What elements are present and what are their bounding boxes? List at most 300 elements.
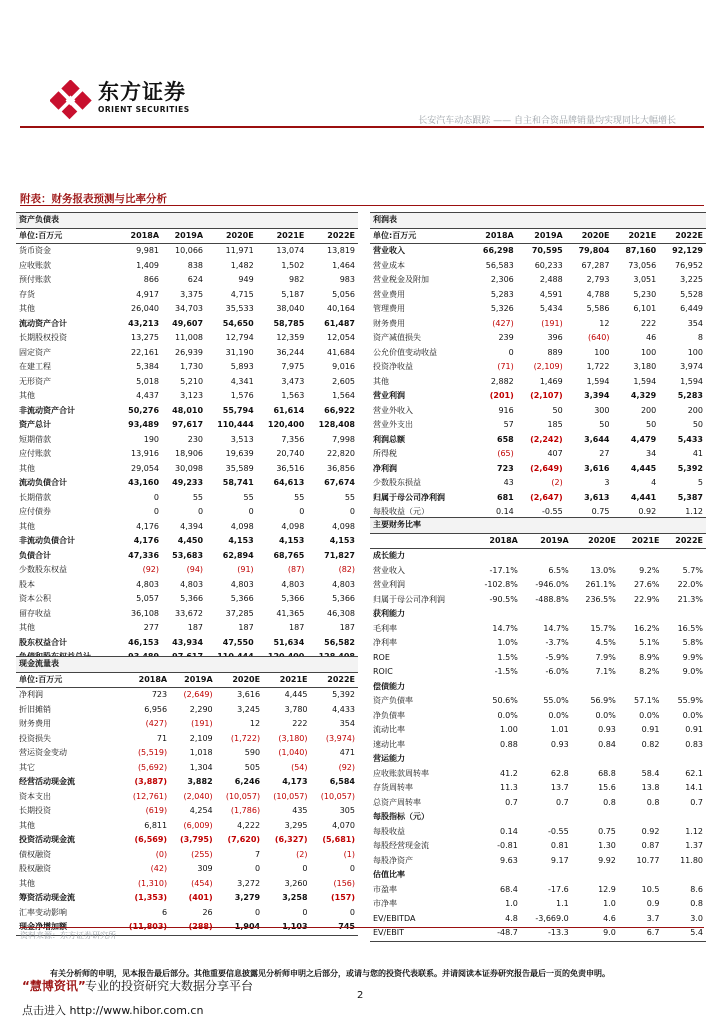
cell-value: 16.2%	[634, 623, 660, 633]
cash-flow-table	[16, 656, 358, 936]
cell-value: 67,287	[581, 260, 610, 270]
cell-value: 87,160	[625, 246, 657, 256]
cell-value: 3,394	[584, 391, 610, 401]
cell-value: 16.5%	[677, 623, 703, 633]
cell-value	[521, 549, 572, 564]
row-label: 财务费用	[19, 719, 51, 729]
cell-value: 236.5%	[585, 594, 616, 604]
cell-value: 4	[651, 478, 657, 488]
cell-value: 0.7	[556, 797, 569, 807]
cell-value: 79,804	[578, 246, 610, 256]
row-label: 预付账款	[19, 275, 51, 285]
table-row	[16, 891, 358, 906]
row-label: 获利能力	[373, 609, 405, 619]
cell-value: 31,190	[225, 347, 254, 357]
table-row	[370, 375, 706, 390]
row-label: 存货周转率	[373, 783, 413, 793]
cell-value: 5,018	[136, 376, 160, 386]
year-header: 2021E	[619, 533, 663, 549]
table-row	[370, 346, 706, 361]
cell-value: 6,811	[144, 820, 168, 830]
cell-value: 1.00	[500, 725, 518, 735]
cell-value: (2,649)	[183, 690, 213, 700]
cell-value: 0.8	[690, 899, 703, 909]
cell-value: -17.1%	[489, 565, 518, 575]
cell-value: 2,793	[586, 275, 610, 285]
cell-value: 58.4	[641, 768, 660, 778]
cell-value: 3,513	[230, 434, 254, 444]
table-row	[370, 636, 706, 651]
cell-value: 9.92	[598, 855, 616, 865]
cell-value: (1,786)	[230, 806, 261, 816]
balance-sheet-table	[16, 212, 358, 666]
cell-value: 93,489	[128, 420, 160, 430]
watermark-brand: “慧博资讯”	[22, 979, 86, 993]
year-header: 2022E	[662, 533, 706, 549]
cell-value: 230	[187, 434, 204, 444]
year-header: 2018A	[470, 228, 517, 244]
table-row	[16, 761, 358, 776]
cell-value: 10.77	[636, 855, 660, 865]
cell-value: -1.5%	[494, 667, 518, 677]
cell-value: 0	[349, 864, 355, 874]
cell-value: 35,589	[225, 463, 254, 473]
cell-value: 5,057	[136, 594, 160, 604]
cell-value: 0.0%	[497, 710, 518, 720]
cell-value: 7,356	[281, 434, 305, 444]
cell-value: 4,803	[180, 579, 204, 589]
cell-value: 60,233	[534, 260, 563, 270]
cell-value: 110,444	[217, 420, 254, 430]
cell-value: 12,054	[327, 333, 355, 343]
cell-value: 590	[244, 748, 261, 758]
cell-value: 55	[243, 492, 254, 502]
cell-value: 40,164	[327, 304, 355, 314]
cell-value: (10,057)	[273, 791, 308, 801]
cell-value: 0.7	[690, 797, 703, 807]
cell-value: (2,242)	[530, 434, 563, 444]
table-row	[16, 476, 358, 491]
cell-value: 73,056	[628, 260, 657, 270]
cell-value: 1.01	[550, 725, 569, 735]
cell-value: (71)	[497, 362, 514, 372]
cash-flow-title: 现金流量表	[16, 657, 358, 673]
cell-value: 0.75	[598, 826, 616, 836]
cell-value: 0	[153, 507, 160, 517]
cell-value: 3,473	[281, 376, 305, 386]
cell-value: 51,634	[273, 637, 305, 647]
cell-value: 56,582	[324, 637, 355, 647]
watermark-link[interactable]: 点击进入 http://www.hibor.com.cn	[22, 1004, 204, 1017]
cell-value: (191)	[191, 719, 213, 729]
cell-value: 0	[153, 492, 160, 502]
cell-value: 55.0%	[543, 696, 569, 706]
row-label: 营业外收入	[373, 405, 413, 415]
cell-value: 4,445	[284, 690, 308, 700]
cell-value: 505	[244, 762, 261, 772]
cell-value: 5.4	[662, 926, 706, 941]
cell-value: 4.5%	[595, 638, 616, 648]
cell-value: 5,283	[677, 391, 703, 401]
cell-value: (91)	[237, 565, 254, 575]
cell-value: 5,210	[180, 376, 204, 386]
cell-value: 100	[640, 347, 657, 357]
table-row	[370, 868, 706, 883]
cell-value: 1,563	[281, 391, 305, 401]
row-label: 其它	[19, 762, 35, 772]
cell-value: (5,692)	[137, 762, 168, 772]
year-header: 2019A	[517, 228, 566, 244]
cell-value: 3,051	[633, 275, 657, 285]
row-label: 流动负债合计	[19, 478, 67, 488]
table-row	[370, 389, 706, 404]
cell-value: 4,394	[180, 521, 204, 531]
cell-value: 8	[697, 333, 703, 343]
table-row	[370, 694, 706, 709]
cell-value: 100	[594, 347, 610, 357]
cell-value: 1.30	[598, 841, 616, 851]
row-label: 资本支出	[19, 791, 51, 801]
cell-value: 0.93	[598, 725, 616, 735]
cell-value: (2)	[551, 478, 563, 488]
cell-value: 41,365	[276, 608, 305, 618]
row-label: 少数股东权益	[19, 565, 67, 575]
cell-value: 27	[599, 449, 610, 459]
table-row	[370, 244, 706, 259]
table-row	[16, 717, 358, 732]
cell-value: (82)	[338, 565, 355, 575]
table-row	[16, 331, 358, 346]
cell-value: 2,882	[490, 376, 514, 386]
unit-label: 单位:百万元	[16, 228, 118, 244]
cell-value: (5,519)	[137, 748, 168, 758]
cell-value: 20,740	[276, 449, 305, 459]
cell-value: 624	[187, 275, 204, 285]
cell-value: 47,336	[128, 550, 160, 560]
cell-value: 7.1%	[595, 667, 616, 677]
cell-value: 5.8%	[682, 638, 703, 648]
cell-value: -3,669.0	[535, 913, 569, 923]
cell-value: (2,647)	[530, 492, 563, 502]
cell-value: 6,956	[144, 704, 168, 714]
cell-value: (1,353)	[134, 893, 168, 903]
cell-value: 4,803	[281, 579, 305, 589]
unit-label: 单位:百万元	[16, 672, 118, 688]
cell-value	[521, 868, 572, 883]
cell-value: 54,650	[222, 318, 254, 328]
cell-value: 4,788	[586, 289, 610, 299]
cell-value: -90.5%	[489, 594, 518, 604]
cell-value: (3,795)	[180, 835, 213, 845]
cell-value: 1,304	[189, 762, 213, 772]
cell-value: 838	[187, 260, 204, 270]
cell-value: 92,129	[672, 246, 703, 256]
cell-value: 18,906	[175, 449, 204, 459]
cell-value: 55	[294, 492, 305, 502]
cell-value: 0.8	[646, 797, 660, 807]
year-header: 2022E	[659, 228, 706, 244]
cell-value: 10,066	[175, 246, 204, 256]
cell-value: (54)	[291, 762, 308, 772]
cell-value: 5,384	[136, 362, 160, 372]
row-label: 其他	[19, 820, 35, 830]
table-row	[370, 288, 706, 303]
cell-value: 3.7	[646, 913, 660, 923]
cell-value: (5,681)	[322, 835, 355, 845]
row-label: 应收账款	[19, 260, 51, 270]
year-header: 2020E	[216, 672, 263, 688]
cell-value: (92)	[142, 565, 160, 575]
cell-value: 43,213	[128, 318, 160, 328]
cell-value: 3,225	[680, 275, 703, 285]
cell-value: 4,450	[177, 536, 204, 546]
table-row	[370, 810, 706, 825]
table-row	[370, 462, 706, 477]
cell-value: 261.1%	[585, 580, 616, 590]
cell-value: 309	[197, 864, 213, 874]
cell-value: 4,591	[539, 289, 563, 299]
row-label: 应收账款周转率	[373, 768, 429, 778]
cell-value: 128,408	[318, 420, 355, 430]
year-header: 2019A	[170, 672, 216, 688]
cell-value: 3,258	[282, 893, 308, 903]
cell-value: 0.93	[550, 739, 569, 749]
cell-value: 34,703	[175, 304, 204, 314]
cell-value: -48.7	[470, 926, 521, 941]
cell-value: 6	[162, 907, 168, 917]
cell-value: 5,056	[332, 289, 355, 299]
row-label: 净利率	[373, 638, 397, 648]
cell-value: 9.0%	[682, 667, 703, 677]
row-label: 负债合计	[19, 550, 51, 560]
year-header: 2020E	[206, 228, 257, 244]
cell-value: 50	[692, 420, 703, 430]
cell-value: 22,161	[131, 347, 160, 357]
table-row	[16, 273, 358, 288]
cell-value: 5,392	[677, 463, 703, 473]
cell-value: 71	[156, 733, 168, 743]
cell-value: (7,620)	[227, 835, 261, 845]
cell-value: 26,939	[175, 347, 204, 357]
cell-value: 0.14	[470, 505, 517, 520]
cell-value	[470, 549, 521, 564]
cell-value: 57.1%	[634, 696, 660, 706]
cell-value: 0.9	[646, 899, 660, 909]
row-label: 市盈率	[373, 884, 397, 894]
table-row	[16, 288, 358, 303]
row-label: 存货	[19, 289, 35, 299]
cell-value	[470, 607, 521, 622]
cell-value: 66,298	[482, 246, 514, 256]
cell-value: 1,594	[586, 376, 610, 386]
cell-value: 9.2%	[639, 565, 660, 575]
cell-value: 36,108	[131, 608, 160, 618]
cell-value	[470, 680, 521, 695]
row-label: 净利润	[373, 463, 397, 473]
cell-value: (10,057)	[320, 791, 355, 801]
cell-value: 1,464	[332, 260, 355, 270]
cell-value: 12	[249, 719, 261, 729]
cell-value: 4,441	[630, 492, 657, 502]
cell-value	[470, 810, 521, 825]
cell-value	[572, 752, 619, 767]
cell-value: 55.9%	[677, 696, 703, 706]
cell-value: (2,109)	[533, 362, 563, 372]
table-row	[370, 476, 706, 491]
row-label: 其他	[373, 376, 389, 386]
cell-value: 4,479	[630, 434, 657, 444]
table-row	[370, 259, 706, 274]
cell-value: 2,488	[539, 275, 563, 285]
cell-value: 37,285	[225, 608, 254, 618]
row-label: 每股经营现金流	[373, 841, 429, 851]
table-row	[370, 593, 706, 608]
cell-value: 100	[687, 347, 703, 357]
table-row	[16, 848, 358, 863]
row-label: 投资净收益	[373, 362, 413, 372]
table-row	[370, 622, 706, 637]
row-label: 营运资金变动	[19, 748, 67, 758]
cell-value: 5,528	[680, 289, 703, 299]
cell-value: (2,649)	[530, 463, 563, 473]
cell-value: 222	[640, 318, 657, 328]
cell-value	[619, 680, 663, 695]
cell-value: 97,617	[172, 420, 204, 430]
cell-value: 38,040	[276, 304, 305, 314]
cell-value: 983	[339, 275, 355, 285]
row-label: 经营活动现金流	[19, 777, 75, 787]
table-row	[370, 549, 706, 564]
cell-value: (10,057)	[225, 791, 261, 801]
cell-value: 0.0%	[639, 710, 660, 720]
row-label: 每股收益	[373, 826, 405, 836]
cell-value	[572, 607, 619, 622]
cell-value: 4.6	[603, 913, 616, 923]
cell-value: 4,098	[230, 521, 254, 531]
header-divider	[20, 126, 704, 128]
cell-value: 300	[594, 405, 610, 415]
cell-value: 50,276	[128, 405, 160, 415]
cell-value: 3,180	[633, 362, 657, 372]
cell-value: 1.5%	[497, 652, 518, 662]
row-label: 其他	[19, 521, 35, 531]
cell-value: 0.88	[500, 739, 518, 749]
table-row	[370, 767, 706, 782]
cell-value: 4,222	[237, 820, 261, 830]
table-row	[16, 877, 358, 892]
table-row	[16, 636, 358, 651]
cell-value: 1.0	[505, 899, 518, 909]
table-row	[16, 520, 358, 535]
cell-value: (2,107)	[530, 391, 563, 401]
table-row	[370, 607, 706, 622]
cell-value: 3,272	[237, 878, 261, 888]
income-statement-table	[370, 212, 706, 521]
cell-value: 4,445	[630, 463, 657, 473]
cell-value: 4,098	[281, 521, 305, 531]
cell-value: 41	[692, 449, 703, 459]
table-row	[16, 447, 358, 462]
cell-value: 1.12	[659, 505, 706, 520]
cell-value: 29,054	[131, 463, 160, 473]
cell-value: 0	[248, 507, 254, 517]
cell-value: 13.0%	[590, 565, 616, 575]
cell-value: 71,827	[324, 550, 355, 560]
cell-value: 33,672	[175, 608, 204, 618]
cell-value: 7	[254, 849, 261, 859]
cell-value: 0.75	[566, 505, 613, 520]
row-label: 筹资活动现金流	[19, 893, 75, 903]
table-row	[370, 897, 706, 912]
cell-value: 5,434	[539, 304, 563, 314]
cell-value: 4,173	[282, 777, 308, 787]
row-label: EV/EBITDA	[373, 913, 416, 923]
cell-value: 0.87	[641, 841, 660, 851]
row-label: 债权融资	[19, 849, 51, 859]
row-label: 每股收益（元）	[370, 505, 470, 520]
cell-value: 53,683	[172, 550, 204, 560]
cell-value: 1.37	[685, 841, 703, 851]
cell-value: 3,123	[180, 391, 204, 401]
table-row	[16, 775, 358, 790]
row-label: 股东权益合计	[19, 637, 67, 647]
cell-value: -0.55	[517, 505, 566, 520]
cell-value: 12,359	[276, 333, 305, 343]
cell-value: 5,586	[586, 304, 610, 314]
cell-value: 49,607	[172, 318, 204, 328]
cell-value: 3,613	[584, 492, 610, 502]
table-row	[16, 317, 358, 332]
cell-value: 3.0	[690, 913, 703, 923]
cell-value	[572, 549, 619, 564]
row-label: 股本	[19, 579, 35, 589]
table-row	[370, 854, 706, 869]
financial-ratios-table	[370, 517, 706, 942]
cell-value: 3,245	[237, 704, 261, 714]
row-label: 股权融资	[19, 864, 51, 874]
cell-value: 56.9%	[590, 696, 616, 706]
cell-value: 47,550	[222, 637, 254, 647]
table-row	[370, 447, 706, 462]
row-label: 所得税	[373, 449, 397, 459]
year-header: 2019A	[162, 228, 206, 244]
cell-value: -488.8%	[535, 594, 569, 604]
table-row	[370, 796, 706, 811]
cell-value: 46,308	[327, 608, 355, 618]
row-label: 非流动资产合计	[19, 405, 75, 415]
cell-value: 12,794	[225, 333, 254, 343]
source-divider	[20, 927, 704, 928]
table-row	[16, 360, 358, 375]
cell-value: 4,098	[332, 521, 355, 531]
cell-value	[470, 752, 521, 767]
cell-value: 1,594	[680, 376, 703, 386]
cell-value: 55	[192, 492, 204, 502]
row-label: 应付账款	[19, 449, 51, 459]
cell-value: (6,327)	[274, 835, 308, 845]
cell-value: 5	[697, 478, 703, 488]
table-row	[16, 563, 358, 578]
cell-value: 13.8	[641, 783, 660, 793]
table-row	[16, 259, 358, 274]
cell-value: (1,722)	[230, 733, 261, 743]
cell-value: 27.6%	[634, 580, 660, 590]
table-row	[370, 578, 706, 593]
cell-value: (2)	[296, 849, 308, 859]
table-row	[370, 738, 706, 753]
cell-value: 187	[339, 623, 355, 633]
cell-value: 2,306	[490, 275, 514, 285]
